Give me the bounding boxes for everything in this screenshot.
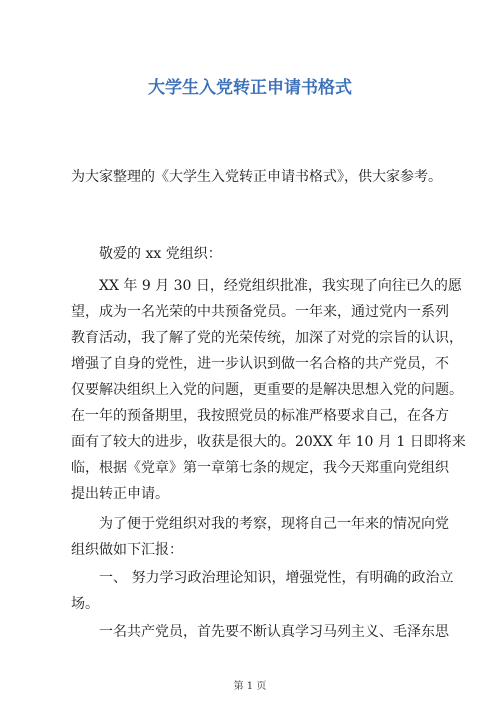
paragraph-3-line: 一名共产党员，首先要不断认真学习马列主义、毛泽东思 bbox=[99, 624, 449, 640]
document-title: 大学生入党转正申请书格式 bbox=[148, 78, 352, 98]
intro-text: 为大家整理的《大学生入党转正申请书格式》，供大家参考。 bbox=[71, 169, 442, 185]
salutation: 敬爱的 xx 党组织： bbox=[99, 246, 222, 262]
paragraph-1-line: 仅要解决组织上入党的问题，更重要的是解决思想入党的问题。 bbox=[71, 382, 463, 398]
section-heading-line: 场。 bbox=[71, 596, 99, 612]
page-number: 第 1 页 bbox=[233, 681, 267, 692]
paragraph-1-line: 临，根据《党章》第一章第七条的规定，我今天郑重向党组织 bbox=[71, 460, 449, 476]
paragraph-1-line: 望，成为一名光荣的中共预备党员。一年来，通过党内一系列 bbox=[71, 304, 449, 320]
paragraph-1-line: 面有了较大的进步，收获是很大的。20XX 年 10 月 1 日即将来 bbox=[71, 434, 466, 450]
paragraph-1-line: 教育活动，我了解了党的光荣传统，加深了对党的宗旨的认识， bbox=[71, 330, 463, 346]
paragraph-2-line: 组织做如下汇报： bbox=[71, 542, 183, 558]
paragraph-1-line: 提出转正申请。 bbox=[71, 486, 169, 502]
paragraph-2-line: 为了便于党组织对我的考察，现将自己一年来的情况向党 bbox=[99, 516, 449, 532]
paragraph-1-line: XX 年 9 月 30 日，经党组织批准，我实现了向往已久的愿 bbox=[99, 278, 462, 294]
paragraph-1-line: 在一年的预备期里，我按照党员的标准严格要求自己，在各方 bbox=[71, 408, 449, 424]
section-heading-line: 一、 努力学习政治理论知识，增强党性，有明确的政治立 bbox=[99, 570, 454, 586]
paragraph-1-line: 增强了自身的党性，进一步认识到做一名合格的共产党员，不 bbox=[71, 356, 449, 372]
